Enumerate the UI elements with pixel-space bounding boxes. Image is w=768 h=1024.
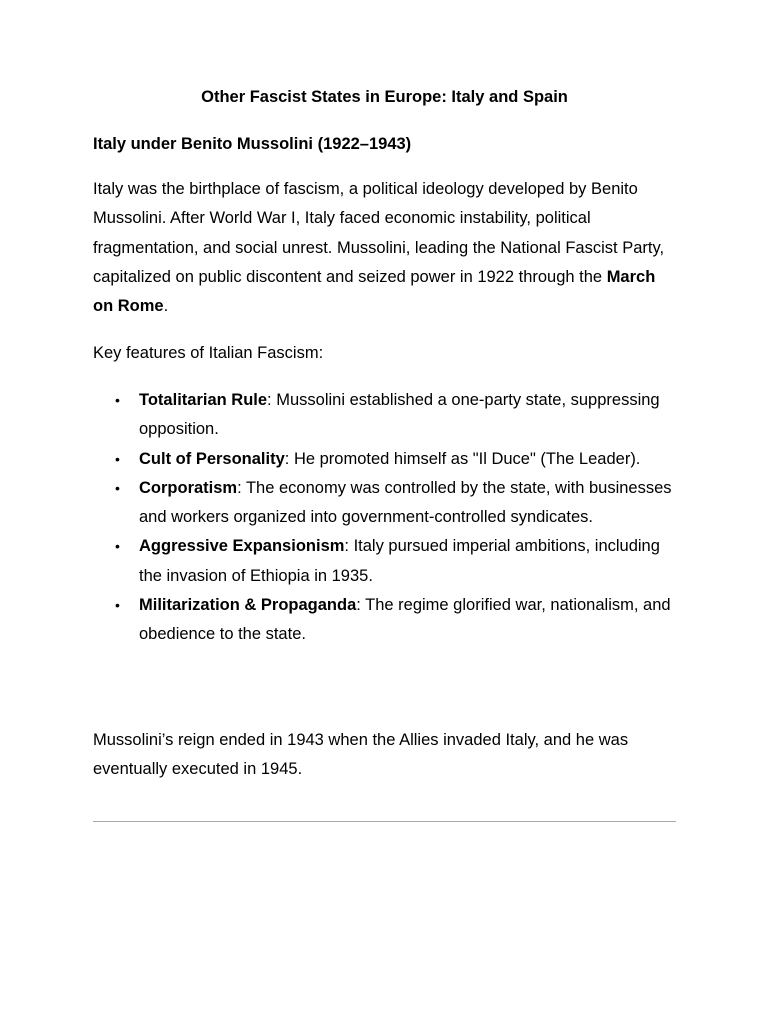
feature-desc: : He promoted himself as "Il Duce" (The Leader). — [284, 449, 641, 468]
intro-text: Italy was the birthplace of fascism, a political ideology developed by Benito Mussolini. After World War I, Italy faced economic instability, political fragmentation, and social unrest. Mussolini, leading the National Fascist Party, capitalized on public discontent and seized power in 1922 through the — [93, 180, 665, 286]
feature-desc: : Mussolini established a one-party state, suppressing opposition. — [139, 391, 660, 439]
feature-term: Totalitarian Rule — [139, 391, 268, 409]
bullet-icon: • — [115, 538, 120, 555]
list-item — [93, 532, 676, 591]
intro-paragraph — [93, 175, 676, 321]
section-heading: Italy under Benito Mussolini (1922–1943) — [93, 135, 412, 153]
features-list — [93, 386, 676, 650]
bullet-icon: • — [115, 479, 120, 496]
horizontal-rule — [93, 821, 676, 822]
list-item — [93, 386, 676, 445]
bullet-icon: • — [115, 450, 120, 467]
bullet-icon: • — [115, 597, 120, 614]
feature-term: Corporatism — [139, 478, 238, 497]
bullet-icon: • — [115, 392, 120, 408]
feature-term: Militarization & Propaganda — [139, 596, 357, 615]
list-item — [93, 445, 676, 474]
feature-desc: : The economy was controlled by the state, with businesses and workers organized into government-controlled syndicates. — [139, 478, 672, 527]
feature-term: Cult of Personality — [139, 449, 285, 468]
list-item — [93, 474, 676, 533]
conclusion-paragraph: Mussolini’s reign ended in 1943 when the Allies invaded Italy, and he was eventually executed in 1945. — [93, 731, 629, 779]
feature-desc: : The regime glorified war, nationalism, and obedience to the state. — [139, 596, 671, 644]
feature-desc: : Italy pursued imperial ambitions, including the invasion of Ethiopia in 1935. — [139, 537, 660, 585]
intro-text-end: . — [163, 297, 169, 316]
list-item — [93, 591, 676, 650]
feature-term: Aggressive Expansionism — [139, 537, 345, 556]
intro-bold-term: March on Rome — [93, 267, 656, 316]
features-intro: Key features of Italian Fascism: — [93, 344, 324, 362]
document-title: Other Fascist States in Europe: Italy and Spain — [201, 88, 568, 106]
